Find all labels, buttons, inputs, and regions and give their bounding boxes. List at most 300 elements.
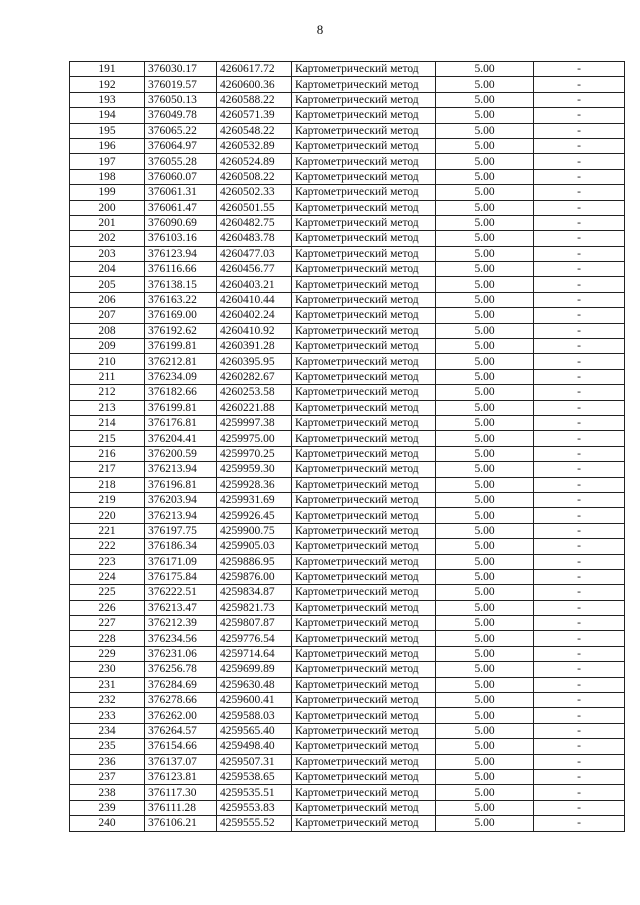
accuracy-cell: 5.00: [436, 323, 534, 338]
x-coordinate-cell: 376192.62: [145, 323, 217, 338]
table-row: [70, 400, 625, 415]
description-cell: -: [534, 323, 625, 338]
x-coordinate-cell: 376030.17: [145, 62, 217, 77]
method-cell: Картометрический метод: [292, 292, 436, 307]
x-coordinate-cell: 376049.78: [145, 108, 217, 123]
y-coordinate-cell: 4259553.83: [217, 800, 292, 815]
point-number-cell: 236: [70, 754, 145, 769]
description-cell: -: [534, 123, 625, 138]
method-cell: Картометрический метод: [292, 616, 436, 631]
y-coordinate-cell: 4259807.87: [217, 616, 292, 631]
y-coordinate-cell: 4260221.88: [217, 400, 292, 415]
description-cell: -: [534, 739, 625, 754]
y-coordinate-cell: 4260524.89: [217, 154, 292, 169]
method-cell: Картометрический метод: [292, 554, 436, 569]
method-cell: Картометрический метод: [292, 508, 436, 523]
table-row: [70, 215, 625, 230]
accuracy-cell: 5.00: [436, 523, 534, 538]
accuracy-cell: 5.00: [436, 138, 534, 153]
description-cell: -: [534, 246, 625, 261]
accuracy-cell: 5.00: [436, 616, 534, 631]
table-row: [70, 292, 625, 307]
table-row: [70, 108, 625, 123]
method-cell: Картометрический метод: [292, 369, 436, 384]
point-number-cell: 216: [70, 446, 145, 461]
y-coordinate-cell: 4259959.30: [217, 462, 292, 477]
table-row: [70, 585, 625, 600]
table-row: [70, 616, 625, 631]
y-coordinate-cell: 4259538.65: [217, 769, 292, 784]
point-number-cell: 211: [70, 369, 145, 384]
table-row: [70, 446, 625, 461]
description-cell: -: [534, 215, 625, 230]
x-coordinate-cell: 376169.00: [145, 308, 217, 323]
x-coordinate-cell: 376197.75: [145, 523, 217, 538]
table-row: [70, 154, 625, 169]
x-coordinate-cell: 376264.57: [145, 723, 217, 738]
x-coordinate-cell: 376186.34: [145, 539, 217, 554]
y-coordinate-cell: 4260501.55: [217, 200, 292, 215]
point-number-cell: 202: [70, 231, 145, 246]
y-coordinate-cell: 4259565.40: [217, 723, 292, 738]
y-coordinate-cell: 4260502.33: [217, 185, 292, 200]
point-number-cell: 237: [70, 769, 145, 784]
y-coordinate-cell: 4260548.22: [217, 123, 292, 138]
method-cell: Картометрический метод: [292, 477, 436, 492]
description-cell: -: [534, 600, 625, 615]
method-cell: Картометрический метод: [292, 462, 436, 477]
y-coordinate-cell: 4260403.21: [217, 277, 292, 292]
x-coordinate-cell: 376222.51: [145, 585, 217, 600]
accuracy-cell: 5.00: [436, 277, 534, 292]
accuracy-cell: 5.00: [436, 693, 534, 708]
table-row: [70, 662, 625, 677]
x-coordinate-cell: 376060.07: [145, 169, 217, 184]
accuracy-cell: 5.00: [436, 339, 534, 354]
accuracy-cell: 5.00: [436, 123, 534, 138]
y-coordinate-cell: 4259928.36: [217, 477, 292, 492]
point-number-cell: 213: [70, 400, 145, 415]
y-coordinate-cell: 4259699.89: [217, 662, 292, 677]
table-row: [70, 754, 625, 769]
accuracy-cell: 5.00: [436, 246, 534, 261]
accuracy-cell: 5.00: [436, 77, 534, 92]
accuracy-cell: 5.00: [436, 431, 534, 446]
accuracy-cell: 5.00: [436, 677, 534, 692]
table-row: [70, 569, 625, 584]
x-coordinate-cell: 376213.47: [145, 600, 217, 615]
accuracy-cell: 5.00: [436, 385, 534, 400]
method-cell: Картометрический метод: [292, 339, 436, 354]
x-coordinate-cell: 376213.94: [145, 508, 217, 523]
description-cell: -: [534, 108, 625, 123]
description-cell: -: [534, 185, 625, 200]
coordinates-table-body: [70, 62, 625, 832]
accuracy-cell: 5.00: [436, 585, 534, 600]
method-cell: Картометрический метод: [292, 138, 436, 153]
point-number-cell: 218: [70, 477, 145, 492]
x-coordinate-cell: 376137.07: [145, 754, 217, 769]
point-number-cell: 194: [70, 108, 145, 123]
point-number-cell: 228: [70, 631, 145, 646]
table-row: [70, 62, 625, 77]
method-cell: Картометрический метод: [292, 169, 436, 184]
table-row: [70, 246, 625, 261]
y-coordinate-cell: 4260617.72: [217, 62, 292, 77]
table-row: [70, 138, 625, 153]
y-coordinate-cell: 4259714.64: [217, 646, 292, 661]
accuracy-cell: 5.00: [436, 185, 534, 200]
point-number-cell: 204: [70, 262, 145, 277]
x-coordinate-cell: 376138.15: [145, 277, 217, 292]
table-row: [70, 554, 625, 569]
accuracy-cell: 5.00: [436, 769, 534, 784]
method-cell: Картометрический метод: [292, 739, 436, 754]
description-cell: -: [534, 800, 625, 815]
table-row: [70, 631, 625, 646]
method-cell: Картометрический метод: [292, 431, 436, 446]
method-cell: Картометрический метод: [292, 446, 436, 461]
description-cell: -: [534, 92, 625, 107]
method-cell: Картометрический метод: [292, 277, 436, 292]
description-cell: -: [534, 677, 625, 692]
y-coordinate-cell: 4259900.75: [217, 523, 292, 538]
description-cell: -: [534, 292, 625, 307]
x-coordinate-cell: 376050.13: [145, 92, 217, 107]
x-coordinate-cell: 376213.94: [145, 462, 217, 477]
description-cell: -: [534, 400, 625, 415]
description-cell: -: [534, 385, 625, 400]
y-coordinate-cell: 4260482.75: [217, 215, 292, 230]
method-cell: Картометрический метод: [292, 662, 436, 677]
y-coordinate-cell: 4260395.95: [217, 354, 292, 369]
method-cell: Картометрический метод: [292, 785, 436, 800]
table-row: [70, 523, 625, 538]
method-cell: Картометрический метод: [292, 246, 436, 261]
table-row: [70, 262, 625, 277]
method-cell: Картометрический метод: [292, 492, 436, 507]
table-row: [70, 185, 625, 200]
description-cell: -: [534, 646, 625, 661]
point-number-cell: 205: [70, 277, 145, 292]
description-cell: -: [534, 369, 625, 384]
accuracy-cell: 5.00: [436, 569, 534, 584]
y-coordinate-cell: 4260508.22: [217, 169, 292, 184]
y-coordinate-cell: 4259975.00: [217, 431, 292, 446]
y-coordinate-cell: 4259776.54: [217, 631, 292, 646]
accuracy-cell: 5.00: [436, 785, 534, 800]
y-coordinate-cell: 4260282.67: [217, 369, 292, 384]
method-cell: Картометрический метод: [292, 185, 436, 200]
description-cell: -: [534, 585, 625, 600]
description-cell: -: [534, 708, 625, 723]
y-coordinate-cell: 4259931.69: [217, 492, 292, 507]
method-cell: Картометрический метод: [292, 816, 436, 831]
accuracy-cell: 5.00: [436, 800, 534, 815]
y-coordinate-cell: 4259926.45: [217, 508, 292, 523]
accuracy-cell: 5.00: [436, 816, 534, 831]
y-coordinate-cell: 4260402.24: [217, 308, 292, 323]
coordinates-table: [69, 61, 625, 832]
x-coordinate-cell: 376234.56: [145, 631, 217, 646]
x-coordinate-cell: 376196.81: [145, 477, 217, 492]
accuracy-cell: 5.00: [436, 739, 534, 754]
point-number-cell: 198: [70, 169, 145, 184]
y-coordinate-cell: 4260600.36: [217, 77, 292, 92]
point-number-cell: 192: [70, 77, 145, 92]
accuracy-cell: 5.00: [436, 462, 534, 477]
method-cell: Картометрический метод: [292, 123, 436, 138]
x-coordinate-cell: 376212.81: [145, 354, 217, 369]
table-row: [70, 369, 625, 384]
x-coordinate-cell: 376111.28: [145, 800, 217, 815]
point-number-cell: 224: [70, 569, 145, 584]
accuracy-cell: 5.00: [436, 92, 534, 107]
accuracy-cell: 5.00: [436, 754, 534, 769]
method-cell: Картометрический метод: [292, 677, 436, 692]
method-cell: Картометрический метод: [292, 523, 436, 538]
point-number-cell: 239: [70, 800, 145, 815]
y-coordinate-cell: 4259876.00: [217, 569, 292, 584]
method-cell: Картометрический метод: [292, 354, 436, 369]
accuracy-cell: 5.00: [436, 446, 534, 461]
point-number-cell: 220: [70, 508, 145, 523]
method-cell: Картометрический метод: [292, 600, 436, 615]
x-coordinate-cell: 376117.30: [145, 785, 217, 800]
method-cell: Картометрический метод: [292, 539, 436, 554]
table-row: [70, 385, 625, 400]
x-coordinate-cell: 376090.69: [145, 215, 217, 230]
table-row: [70, 600, 625, 615]
y-coordinate-cell: 4259834.87: [217, 585, 292, 600]
point-number-cell: 193: [70, 92, 145, 107]
x-coordinate-cell: 376154.66: [145, 739, 217, 754]
point-number-cell: 212: [70, 385, 145, 400]
description-cell: -: [534, 754, 625, 769]
description-cell: -: [534, 231, 625, 246]
method-cell: Картометрический метод: [292, 769, 436, 784]
table-row: [70, 431, 625, 446]
description-cell: -: [534, 354, 625, 369]
point-number-cell: 206: [70, 292, 145, 307]
y-coordinate-cell: 4260456.77: [217, 262, 292, 277]
description-cell: -: [534, 508, 625, 523]
y-coordinate-cell: 4259630.48: [217, 677, 292, 692]
x-coordinate-cell: 376278.66: [145, 693, 217, 708]
x-coordinate-cell: 376123.81: [145, 769, 217, 784]
point-number-cell: 196: [70, 138, 145, 153]
description-cell: -: [534, 62, 625, 77]
x-coordinate-cell: 376176.81: [145, 415, 217, 430]
description-cell: -: [534, 462, 625, 477]
point-number-cell: 238: [70, 785, 145, 800]
x-coordinate-cell: 376055.28: [145, 154, 217, 169]
point-number-cell: 226: [70, 600, 145, 615]
y-coordinate-cell: 4259970.25: [217, 446, 292, 461]
y-coordinate-cell: 4259997.38: [217, 415, 292, 430]
y-coordinate-cell: 4259905.03: [217, 539, 292, 554]
method-cell: Картометрический метод: [292, 154, 436, 169]
accuracy-cell: 5.00: [436, 708, 534, 723]
table-row: [70, 477, 625, 492]
accuracy-cell: 5.00: [436, 215, 534, 230]
point-number-cell: 235: [70, 739, 145, 754]
description-cell: -: [534, 77, 625, 92]
page-number: 8: [316, 22, 324, 37]
point-number-cell: 201: [70, 215, 145, 230]
x-coordinate-cell: 376065.22: [145, 123, 217, 138]
description-cell: -: [534, 262, 625, 277]
description-cell: -: [534, 169, 625, 184]
method-cell: Картометрический метод: [292, 215, 436, 230]
description-cell: -: [534, 277, 625, 292]
x-coordinate-cell: 376262.00: [145, 708, 217, 723]
point-number-cell: 227: [70, 616, 145, 631]
point-number-cell: 240: [70, 816, 145, 831]
method-cell: Картометрический метод: [292, 415, 436, 430]
x-coordinate-cell: 376103.16: [145, 231, 217, 246]
description-cell: -: [534, 308, 625, 323]
point-number-cell: 199: [70, 185, 145, 200]
point-number-cell: 217: [70, 462, 145, 477]
method-cell: Картометрический метод: [292, 308, 436, 323]
point-number-cell: 221: [70, 523, 145, 538]
description-cell: -: [534, 138, 625, 153]
point-number-cell: 229: [70, 646, 145, 661]
description-cell: -: [534, 523, 625, 538]
x-coordinate-cell: 376106.21: [145, 816, 217, 831]
point-number-cell: 219: [70, 492, 145, 507]
x-coordinate-cell: 376123.94: [145, 246, 217, 261]
x-coordinate-cell: 376212.39: [145, 616, 217, 631]
table-row: [70, 508, 625, 523]
method-cell: Картометрический метод: [292, 77, 436, 92]
description-cell: -: [534, 616, 625, 631]
x-coordinate-cell: 376199.81: [145, 339, 217, 354]
x-coordinate-cell: 376061.31: [145, 185, 217, 200]
table-row: [70, 677, 625, 692]
point-number-cell: 232: [70, 693, 145, 708]
table-row: [70, 539, 625, 554]
table-row: [70, 769, 625, 784]
accuracy-cell: 5.00: [436, 108, 534, 123]
table-row: [70, 816, 625, 831]
point-number-cell: 231: [70, 677, 145, 692]
y-coordinate-cell: 4260588.22: [217, 92, 292, 107]
x-coordinate-cell: 376203.94: [145, 492, 217, 507]
table-row: [70, 200, 625, 215]
method-cell: Картометрический метод: [292, 754, 436, 769]
description-cell: -: [534, 769, 625, 784]
y-coordinate-cell: 4260391.28: [217, 339, 292, 354]
y-coordinate-cell: 4260410.44: [217, 292, 292, 307]
y-coordinate-cell: 4259555.52: [217, 816, 292, 831]
accuracy-cell: 5.00: [436, 492, 534, 507]
accuracy-cell: 5.00: [436, 308, 534, 323]
point-number-cell: 210: [70, 354, 145, 369]
accuracy-cell: 5.00: [436, 539, 534, 554]
table-row: [70, 739, 625, 754]
point-number-cell: 225: [70, 585, 145, 600]
x-coordinate-cell: 376175.84: [145, 569, 217, 584]
table-row: [70, 123, 625, 138]
description-cell: -: [534, 539, 625, 554]
accuracy-cell: 5.00: [436, 62, 534, 77]
table-row: [70, 693, 625, 708]
x-coordinate-cell: 376200.59: [145, 446, 217, 461]
point-number-cell: 208: [70, 323, 145, 338]
x-coordinate-cell: 376182.66: [145, 385, 217, 400]
point-number-cell: 200: [70, 200, 145, 215]
x-coordinate-cell: 376064.97: [145, 138, 217, 153]
y-coordinate-cell: 4260483.78: [217, 231, 292, 246]
accuracy-cell: 5.00: [436, 400, 534, 415]
point-number-cell: 191: [70, 62, 145, 77]
method-cell: Картометрический метод: [292, 92, 436, 107]
method-cell: Картометрический метод: [292, 262, 436, 277]
method-cell: Картометрический метод: [292, 400, 436, 415]
description-cell: -: [534, 554, 625, 569]
table-row: [70, 339, 625, 354]
method-cell: Картометрический метод: [292, 569, 436, 584]
method-cell: Картометрический метод: [292, 708, 436, 723]
y-coordinate-cell: 4259498.40: [217, 739, 292, 754]
description-cell: -: [534, 446, 625, 461]
point-number-cell: 222: [70, 539, 145, 554]
y-coordinate-cell: 4259507.31: [217, 754, 292, 769]
method-cell: Картометрический метод: [292, 693, 436, 708]
table-row: [70, 492, 625, 507]
method-cell: Картометрический метод: [292, 231, 436, 246]
description-cell: -: [534, 785, 625, 800]
description-cell: -: [534, 816, 625, 831]
description-cell: -: [534, 723, 625, 738]
method-cell: Картометрический метод: [292, 62, 436, 77]
x-coordinate-cell: 376061.47: [145, 200, 217, 215]
description-cell: -: [534, 477, 625, 492]
y-coordinate-cell: 4260477.03: [217, 246, 292, 261]
x-coordinate-cell: 376116.66: [145, 262, 217, 277]
accuracy-cell: 5.00: [436, 723, 534, 738]
method-cell: Картометрический метод: [292, 385, 436, 400]
method-cell: Картометрический метод: [292, 108, 436, 123]
x-coordinate-cell: 376019.57: [145, 77, 217, 92]
table-row: [70, 308, 625, 323]
y-coordinate-cell: 4260410.92: [217, 323, 292, 338]
x-coordinate-cell: 376234.09: [145, 369, 217, 384]
accuracy-cell: 5.00: [436, 646, 534, 661]
point-number-cell: 207: [70, 308, 145, 323]
y-coordinate-cell: 4260253.58: [217, 385, 292, 400]
x-coordinate-cell: 376199.81: [145, 400, 217, 415]
point-number-cell: 233: [70, 708, 145, 723]
description-cell: -: [534, 154, 625, 169]
y-coordinate-cell: 4260532.89: [217, 138, 292, 153]
method-cell: Картометрический метод: [292, 646, 436, 661]
table-row: [70, 277, 625, 292]
table-row: [70, 354, 625, 369]
table-row: [70, 92, 625, 107]
accuracy-cell: 5.00: [436, 231, 534, 246]
accuracy-cell: 5.00: [436, 477, 534, 492]
accuracy-cell: 5.00: [436, 169, 534, 184]
table-row: [70, 231, 625, 246]
accuracy-cell: 5.00: [436, 292, 534, 307]
accuracy-cell: 5.00: [436, 200, 534, 215]
method-cell: Картометрический метод: [292, 800, 436, 815]
method-cell: Картометрический метод: [292, 585, 436, 600]
description-cell: -: [534, 693, 625, 708]
